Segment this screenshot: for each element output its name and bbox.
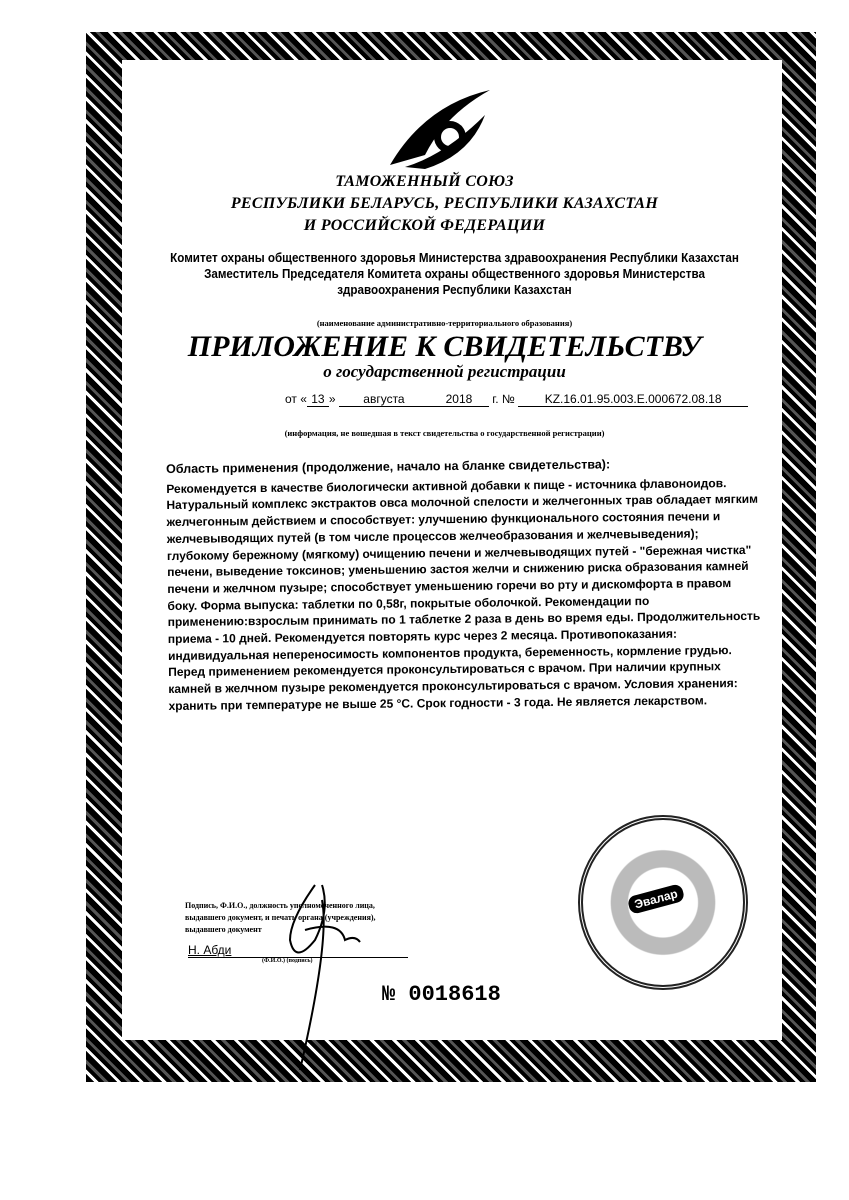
application-body xyxy=(166,455,789,715)
body-heading: Область применения (продолжение, начало на бланке свидетельства): xyxy=(166,457,611,476)
official-stamp xyxy=(578,815,748,990)
date-close: » xyxy=(328,392,336,406)
body-line: глубокому бережному (мягкому) очищению печени и желчевыводящих путей - "бережная чистка" xyxy=(166,542,752,563)
document-title: ПРИЛОЖЕНИЕ К СВИДЕТЕЛЬСТВУ xyxy=(187,330,702,363)
signature-sub-caption: (Ф.И.О.) (подпись) xyxy=(262,958,313,964)
date-line xyxy=(285,392,748,407)
signatory-name: Н. Абди xyxy=(188,943,232,957)
signature-caption-line: выдавшего документ xyxy=(185,925,262,934)
date-year-suffix: г. № xyxy=(492,392,515,406)
body-line: желчегонным действием и способствует: улучшению функционального состояния печени и xyxy=(166,509,721,530)
date-month: августа xyxy=(339,392,429,407)
registration-number: KZ.16.01.95.003.E.000672.08.18 xyxy=(518,392,748,407)
body-line: индивидуальная непереносимость компонентов продукта, беременность, кормление грудью. xyxy=(167,642,732,663)
authority-line-3: здравоохранения Республики Казахстан xyxy=(337,283,572,297)
body-line: Перед применением рекомендуется проконсультироваться с врачом. При наличии крупных xyxy=(168,659,721,680)
date-day: 13 xyxy=(307,392,329,407)
body-line: печени, выведение токсинов; уменьшению застоя желчи и снижению риска образования камней xyxy=(167,559,749,580)
date-prefix: от « xyxy=(285,392,307,406)
body-line: приема - 10 дней. Рекомендуется повторять курс через 2 месяца. Противопоказания: xyxy=(167,626,678,647)
authority-line-1: Комитет охраны общественного здоровья Министерства здравоохранения Республики Казахстан xyxy=(170,251,739,265)
date-year: 2018 xyxy=(429,392,489,407)
body-line: печени и желчном пузыре; способствует уменьшению горечи во рту и дискомфорта в правом xyxy=(167,576,732,596)
body-line: Рекомендуется в качестве биологически активной добавки к пище - источника флавоноидов. xyxy=(166,475,727,496)
body-line: камней в желчном пузыре рекомендуется проконсультироваться с врачом. Условия хранения: xyxy=(168,676,738,697)
body-line: желчевыводящих путей (в том числе процессов желчеобразования и желчевыведения); xyxy=(166,526,699,546)
body-line: применению:взрослым принимать по 1 таблетке 2 раза в день во время еды. Продолжительность xyxy=(167,609,761,630)
customs-union-emblem xyxy=(385,85,495,170)
body-line: Натуральный комплекс экстрактов овса молочной спелости и желчегонных трав обладает мягким xyxy=(166,492,759,513)
document-subtitle: о государственной регистрации xyxy=(323,362,566,381)
signature-caption-line: выдавшего документ, и печать органа (учреждения), xyxy=(185,913,376,922)
authority-caption: (наименование административно-территориального образования) xyxy=(316,318,573,328)
union-line-3: И РОССИЙСКОЙ ФЕДЕРАЦИИ xyxy=(303,217,546,234)
authority-line-2: Заместитель Председателя Комитета охраны общественного здоровья Министерства xyxy=(204,267,705,281)
signature-caption-line: Подпись, Ф.И.О., должность уполномоченного лица, xyxy=(185,901,375,910)
body-line: боку. Форма выпуска: таблетки по 0,58г, покрытые оболочкой. Рекомендации по xyxy=(167,593,650,613)
union-line-1: ТАМОЖЕННЫЙ СОЮЗ xyxy=(335,173,514,190)
stamp-logo: Эвалар xyxy=(627,883,686,915)
form-number: № 0018618 xyxy=(382,982,501,1007)
body-line: хранить при температуре не выше 25 °С. Срок годности - 3 года. Не является лекарством. xyxy=(168,693,708,713)
handwritten-signature xyxy=(260,880,370,1080)
info-caption: (информация, не вошедшая в текст свидетельства о государственной регистрации) xyxy=(284,428,605,438)
union-line-2: РЕСПУБЛИКИ БЕЛАРУСЬ, РЕСПУБЛИКИ КАЗАХСТАН xyxy=(230,195,659,212)
